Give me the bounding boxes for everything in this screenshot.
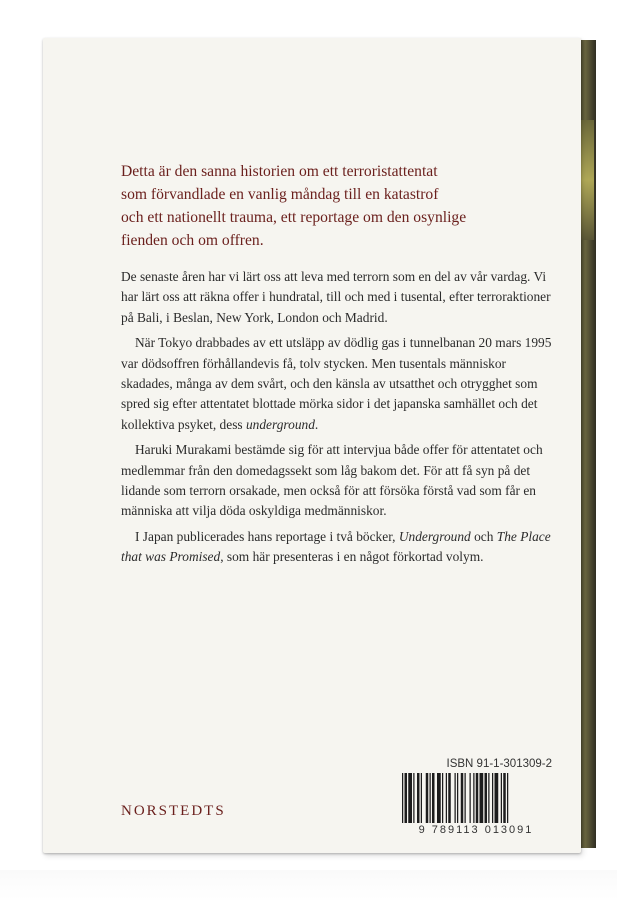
paragraph-4-title-2: The Place that was Promised [121,528,551,565]
barcode-bar [457,773,458,823]
barcode-bar [492,773,493,823]
intro-line: fienden och om offren. [121,232,264,249]
barcode-bar [507,773,508,823]
publisher-logo: NORSTEDTS [121,803,226,819]
intro-line: Detta är den sanna historien om ett terroristattentat [121,163,438,180]
barcode-bars [400,773,552,823]
barcode-bar [408,773,412,823]
barcode-bar [448,773,451,823]
barcode-bar [476,773,479,823]
page-shadow [0,870,617,900]
barcode-bar [455,773,456,823]
barcode-bar [501,773,502,823]
barcode-bar [432,773,435,823]
paragraph-2-italic: underground [245,416,315,432]
barcode-bar [470,773,471,823]
paragraph-2-text: När Tokyo drabbades av ett utsläpp av dödlig gas i tunnelbanan 20 mars 1995 var dödsoffren förhållandevis få, tolv stycken. Men tusentals människor skadades, många av dem svårt, och den känsla av utsatthet och otrygghet som spred sig efter attentatet blottade mörka sidor i det japanska samhället och det kollektiva psyket, dess [121,335,552,432]
barcode-bar [480,773,484,823]
paragraph-3: Haruki Murakami bestämde sig för att intervjua både offer för attentatet och medlemmar från den domedagssekt som låg bakom det. För att få syn på det lidande som terrorn orsakade, men också för att försöka förstå vad som får en människa att vilja döda oskyldiga medmänniskor. [121,442,543,519]
barcode-bar [465,773,466,823]
paragraph-1: De senaste åren har vi lärt oss att leva med terrorn som en del av vår vardag. Vi har lärt oss att räkna offer i hundratal, till och med i tusental, efter terroraktioner på Bali, i Beslan, New York, London och Madrid. [121,269,551,325]
description-body [121,267,561,568]
intro-blurb [121,160,541,252]
barcode-bar [503,773,506,823]
barcode-bar [446,773,447,823]
barcode-bar [402,773,403,823]
paragraph-2-end: . [314,416,319,432]
barcode-bar [413,773,414,823]
paragraph-2 [121,333,561,435]
paragraph-4 [121,527,561,568]
paragraph-4-text: I Japan publicerades hans reportage i två böcker, [135,528,399,544]
isbn-block [400,758,552,839]
paragraph-4-end: , som här presenteras i en något förkortad volym. [220,549,484,565]
barcode-bar [405,773,408,823]
isbn-label: ISBN 91-1-301309-2 [446,758,552,770]
barcode-number: 9 789113 013091 [418,824,534,836]
barcode-bar [495,773,499,823]
paragraph-4-title-1: Underground [398,528,471,544]
barcode-bar [473,773,474,823]
barcode-bar [426,773,429,823]
barcode-bar [437,773,441,823]
barcode [400,773,552,839]
barcode-bar [421,773,422,823]
intro-line: som förvandlade en vanlig måndag till en katastrof [121,186,439,203]
barcode-bar [488,773,489,823]
barcode-bar [461,773,464,823]
barcode-bar [430,773,431,823]
barcode-bar [485,773,488,823]
spine-accent [580,120,594,240]
paragraph-4-mid: och [470,528,497,544]
intro-line: och ett nationellt trauma, ett reportage om den osynlige [121,209,467,226]
barcode-bar [442,773,443,823]
barcode-bar [417,773,420,823]
